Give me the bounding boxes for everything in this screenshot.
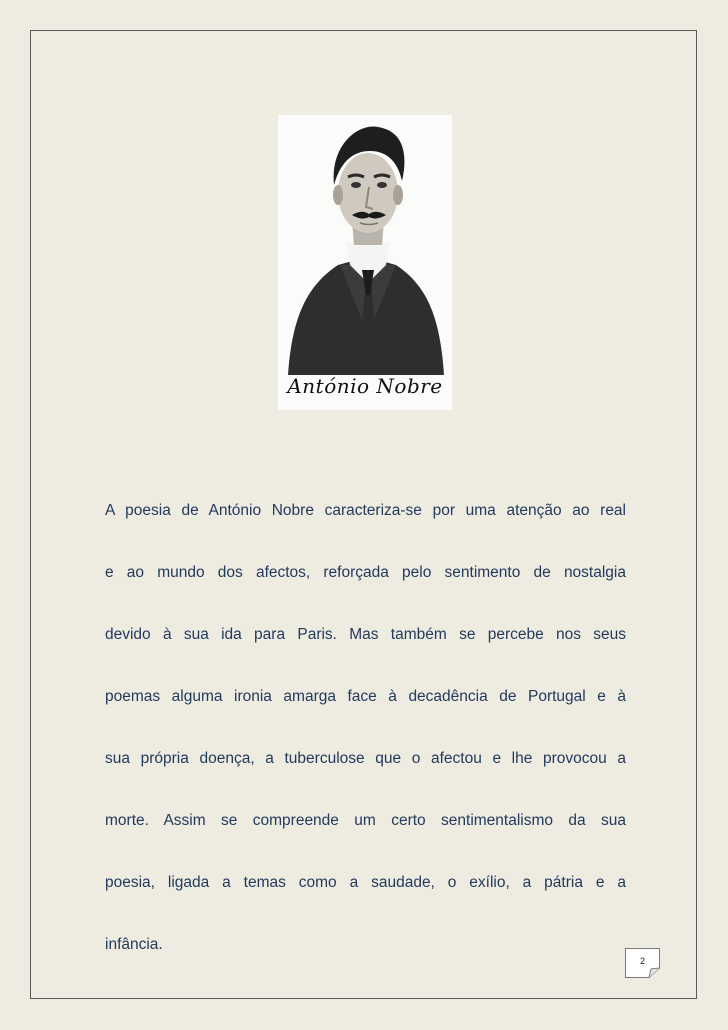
paragraph-line: e ao mundo dos afectos, reforçada pelo sentimento de nostalgia [105, 564, 626, 581]
paragraph-line: devido à sua ida para Paris. Mas também se percebe nos seus [105, 626, 626, 643]
paragraph-line: infância. [105, 936, 163, 953]
page-number: 2 [639, 956, 645, 966]
paragraph [105, 496, 626, 992]
page-number-badge [625, 948, 660, 978]
paragraph-line: A poesia de António Nobre caracteriza-se por uma atenção ao real [105, 502, 626, 519]
paragraph-line: poemas alguma ironia amarga face à decadência de Portugal e à [105, 688, 626, 705]
paragraph-line: morte. Assim se compreende um certo sentimentalismo da sua [105, 812, 626, 829]
portrait-photo [278, 115, 452, 410]
signature: António Nobre [287, 374, 443, 398]
paragraph-line: poesia, ligada a temas como a saudade, o exílio, a pátria e a [105, 874, 626, 891]
paragraph-line: sua própria doença, a tuberculose que o afectou e lhe provocou a [105, 750, 626, 767]
